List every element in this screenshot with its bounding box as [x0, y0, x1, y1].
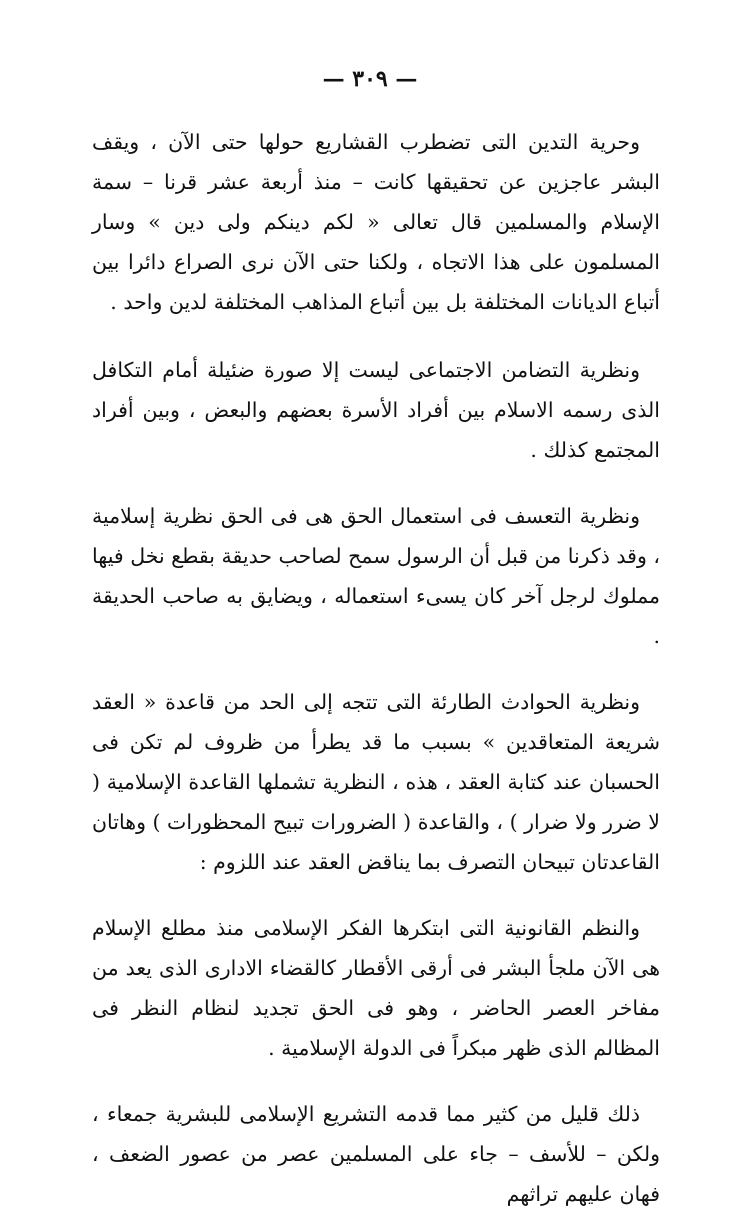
- paragraph-abuse-of-right: ونظرية التعسف فى استعمال الحق هى فى الحق نظرية إسلامية ، وقد ذكرنا من قبل أن الرسول سمح لصاحب حديقة بقطع نخل فيها مملوك لرجل آخر كان يسىء استعماله ، ويضايق به صاحب الحديقة .: [92, 504, 660, 648]
- paragraph-legal-systems: والنظم القانونية التى ابتكرها الفكر الإسلامى منذ مطلع الإسلام هى الآن ملجأ البشر فى أرقى الأقطار كالقضاء الادارى الذى يعد من مفاخر العصر الحاضر ، وهو فى الحق تجديد لنظام النظر فى المظالم الذى ظهر مبكراً فى الدولة الإسلامية .: [92, 916, 660, 1060]
- paragraph-social-solidarity: ونظرية التضامن الاجتماعى ليست إلا صورة ضئيلة أمام التكافل الذى رسمه الاسلام بين أفراد الأسرة بعضهم والبعض ، وبين أفراد المجتمع كذلك .: [92, 358, 660, 462]
- page-number: — ٣٠٩ —: [322, 66, 418, 92]
- paragraph-religious-freedom: وحرية التدين التى تضطرب القشاريع حولها حتى الآن ، ويقف البشر عاجزين عن تحقيقها كانت – منذ أربعة عشر قرنا – سمة الإسلام والمسلمين قال تعالى « لكم دينكم ولى دين » وسار المسلمون على هذا الاتجاه ، ولكنا حتى الآن نرى الصراع دائرا بين أتباع الديانات المختلفة بل بين أتباع المذاهب المختلفة لدين واحد .: [92, 130, 660, 314]
- paragraph-heritage: ذلك قليل من كثير مما قدمه التشريع الإسلامى للبشرية جمعاء ، ولكن – للأسف – جاء على المسلمين عصر من عصور الضعف ، فهان عليهم تراثهم: [92, 1102, 660, 1206]
- body-text: [92, 118, 660, 1214]
- paragraph-emergency-events: ونظرية الحوادث الطارئة التى تتجه إلى الحد من قاعدة « العقد شريعة المتعاقدين » بسبب ما قد يطرأ من ظروف لم تكن فى الحسبان عند كتابة العقد ، هذه ، النظرية تشملها القاعدة الإسلامية ( لا ضرر ولا ضرار ) ، والقاعدة ( الضرورات تبيح المحظورات ) وهاتان القاعدتان تبيحان التصرف بما يناقض العقد عند اللزوم :: [92, 690, 660, 874]
